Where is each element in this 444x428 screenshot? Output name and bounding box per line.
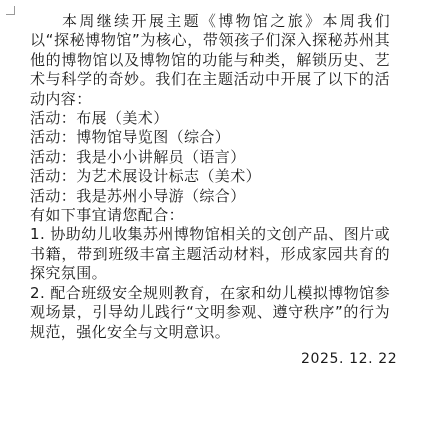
notice-body	[30, 12, 390, 342]
cooperation-heading: 有如下事宜请您配合：	[30, 206, 185, 225]
activity-list	[30, 109, 390, 206]
activity-item: 活动：博物馆导览图（综合）	[30, 128, 231, 147]
activity-item: 活动：为艺术展设计标志（美术）	[30, 167, 262, 186]
activity-item: 活动：我是苏州小导游（综合）	[30, 186, 246, 205]
document-date: 2025. 12. 22	[301, 351, 398, 367]
activity-item: 活动：我是小小讲解员（语言）	[30, 147, 246, 166]
cooperation-item: 2. 配合班级安全规则教育，在家和幼儿模拟博物馆参观场景，引导幼儿践行“文明参观、遵守秩序”的行为规范，强化安全与文明意识。	[30, 283, 390, 341]
intro-paragraph: 本周继续开展主题《博物馆之旅》本周我们以“探秘博物馆”为核心，带领孩子们深入探秘苏州其他的博物馆以及博物馆的功能与种类，解锁历史、艺术与科学的奇妙。我们在主题活动中开展了以下的活动内容：	[30, 12, 390, 108]
cooperation-list	[30, 225, 390, 341]
activity-item: 活动：布展（美术）	[30, 109, 169, 128]
cooperation-item: 1. 协助幼儿收集苏州博物馆相关的文创产品、图片或书籍，带到班级丰富主题活动材料，形成家园共育的探究氛围。	[30, 225, 390, 283]
page-corner-mark	[6, 6, 15, 15]
